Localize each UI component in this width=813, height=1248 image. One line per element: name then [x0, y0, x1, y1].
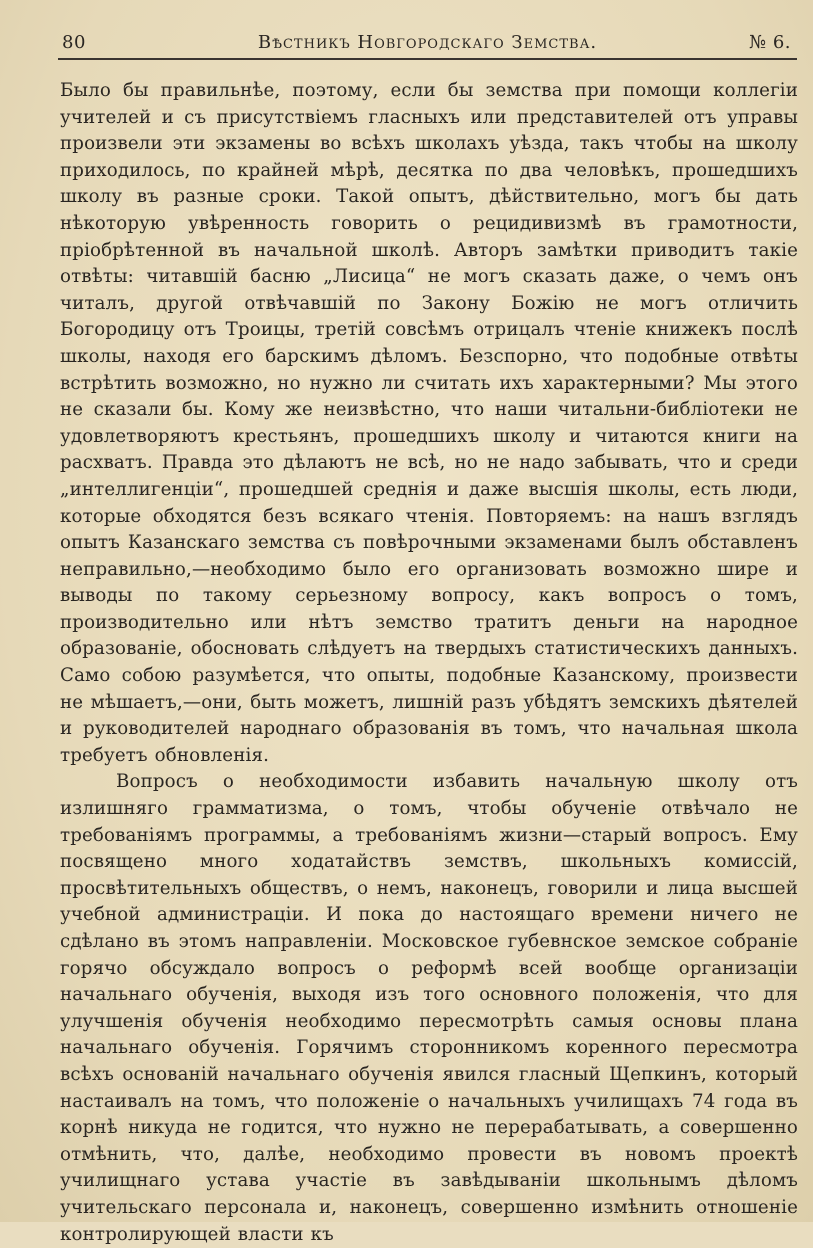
paragraph: Вопросъ о необходимости избавить начальную школу отъ излишняго грамматизма, о томъ, чтобы обученіе отвѣчало не требованіямъ программы, а требованіямъ жизни—старый вопросъ. Ему посвящено много ходатайствъ земствъ, школьныхъ комиссій, просвѣтительныхъ обществъ, о немъ, наконецъ, говорили и лица высшей учебной администраціи. И пока до настоящаго времени ничего не сдѣлано въ этомъ направленіи. Московское губевнское земское собраніе горячо обсуждало вопросъ о реформѣ всей вообще организаціи начальнаго обученія, выходя изъ того основного положенія, что для улучшенія обученія необходимо пересмотрѣть самыя основы плана начальнаго обученія. Горячимъ сторонникомъ коренного пересмотра всѣхъ основаній начальнаго обученія явился гласный Щепкинъ, который настаивалъ на томъ, что положеніе о начальныхъ училищахъ 74 года въ корнѣ никуда не годится, что нужно не перерабатывать, а совершенно отмѣнить, что, далѣе, необходимо провести въ новомъ проектѣ училищнаго устава участіе въ завѣдываніи школьнымъ дѣломъ учительскаго персонала и, наконецъ, совершенно измѣнить отношеніе контролирующей власти къ	[60, 771, 798, 1245]
running-header	[58, 28, 797, 60]
paragraph: Было бы правильнѣе, поэтому, если бы земства при помощи коллегіи учителей и съ присутствіемъ гласныхъ или представителей отъ управы произвели эти экзамены во всѣхъ школахъ уѣзда, такъ чтобы на школу приходилось, по крайней мѣрѣ, десятка по два человѣкъ, прошедшихъ школу въ разные сроки. Такой опытъ, дѣйствительно, могъ бы дать нѣкоторую увѣренность говорить о рецидивизмѣ въ грамотности, пріобрѣтенной въ начальной школѣ. Авторъ замѣтки приводитъ такіе отвѣты: читавшій басню „Лисица“ не могъ сказать даже, о чемъ онъ читалъ, другой отвѣчавшій по Закону Божію не могъ отличить Богородицу отъ Троицы, третій совсѣмъ отрицалъ чтеніе книжекъ послѣ школы, находя его барскимъ дѣломъ. Безспорно, что подобные отвѣты встрѣтить возможно, но нужно ли считать ихъ характерными? Мы этого не сказали бы. Кому же неизвѣстно, что наши читальни-библіотеки не удовлетворяютъ крестьянъ, прошедшихъ школу и читаются книги на расхватъ. Правда это дѣлаютъ не всѣ, но не надо забывать, что и среди „интеллигенціи“, прошедшей среднія и даже высшія школы, есть люди, которые обходятся безъ всякаго чтенія. Повторяемъ: на нашъ взглядъ опытъ Казанскаго земства съ повѣрочными экзаменами былъ обставленъ неправильно,—необходимо было его организовать возможно шире и выводы по такому серьезному вопросу, какъ вопросъ о томъ, производительно или нѣтъ земство тратитъ деньги на народное образованіе, обосновать слѣдуетъ на твердыхъ статистическихъ данныхъ. Само собою разумѣется, что опыты, подобные Казанскому, произвести не мѣшаетъ,—они, быть можетъ, лишній разъ убѣдятъ земскихъ дѣятелей и руководителей народнаго образованія въ томъ, что начальная школа требуетъ обновленія.	[60, 80, 798, 766]
article-body	[60, 78, 798, 1248]
journal-title: Вѣстникъ Новгородскаго Земства.	[257, 32, 598, 53]
page-number: 80	[62, 32, 86, 53]
issue-number: № 6.	[749, 32, 791, 53]
